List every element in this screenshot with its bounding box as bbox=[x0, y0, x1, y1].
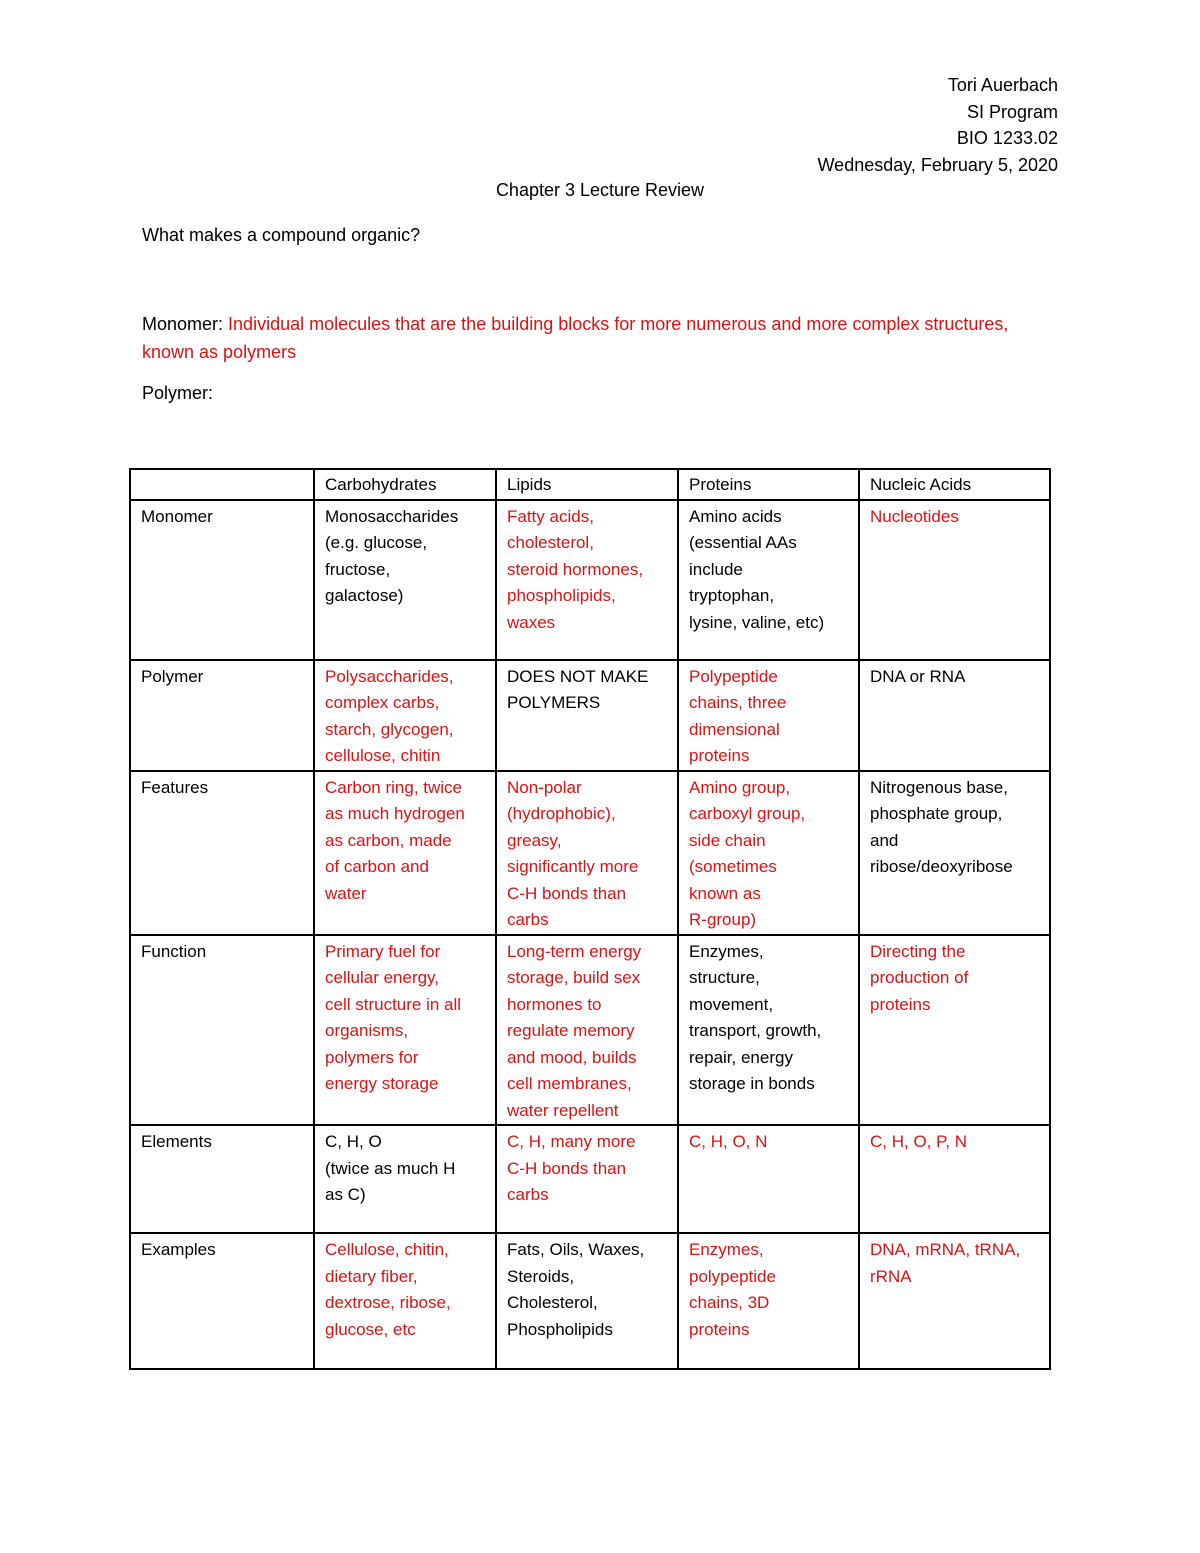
table-cell bbox=[496, 935, 678, 1126]
column-header: Proteins bbox=[678, 469, 859, 500]
table-cell bbox=[496, 771, 678, 935]
document-title: Chapter 3 Lecture Review bbox=[495, 180, 705, 200]
course-code: BIO 1233.02 bbox=[956, 128, 1058, 148]
table-cell bbox=[859, 500, 1050, 660]
column-header: Lipids bbox=[496, 469, 678, 500]
author-name: Tori Auerbach bbox=[947, 75, 1058, 95]
row-label: Function bbox=[130, 935, 314, 1126]
cell-text: Cellulose, chitin, dietary fiber, dextrose, ribose, glucose, etc bbox=[325, 1240, 451, 1339]
table-cell bbox=[678, 660, 859, 771]
cell-text: Carbon ring, twice as much hydrogen as carbon, made of carbon and water bbox=[325, 777, 465, 903]
row-label: Elements bbox=[130, 1125, 314, 1233]
table-row bbox=[130, 1233, 1050, 1369]
cell-text: Nitrogenous base, phosphate group, and ribose/deoxyribose bbox=[870, 777, 1013, 876]
monomer-definition-text: Individual molecules that are the building blocks for more numerous and more complex structures, known as polymers bbox=[142, 314, 1009, 362]
cell-text: Monosaccharides (e.g. glucose, fructose, galactose) bbox=[325, 506, 459, 605]
table-row bbox=[130, 500, 1050, 660]
cell-text: Directing the production of proteins bbox=[870, 941, 969, 1014]
cell-text: Amino group, carboxyl group, side chain (sometimes known as R-group) bbox=[689, 777, 806, 929]
table-cell bbox=[314, 1233, 496, 1369]
cell-text: Enzymes, polypeptide chains, 3D proteins bbox=[689, 1240, 776, 1339]
cell-text: C, H, O (twice as much H as C) bbox=[325, 1132, 456, 1204]
table-cell bbox=[314, 771, 496, 935]
table-cell bbox=[314, 500, 496, 660]
macromolecule-table bbox=[129, 468, 1051, 1370]
table-cell bbox=[678, 500, 859, 660]
cell-text: Fatty acids, cholesterol, steroid hormones, phospholipids, waxes bbox=[507, 506, 644, 632]
document-date: Wednesday, February 5, 2020 bbox=[817, 154, 1058, 175]
polymer-definition-label: Polymer: bbox=[142, 383, 214, 403]
table-cell bbox=[678, 771, 859, 935]
cell-text: Enzymes, structure, movement, transport, growth, repair, energy storage in bonds bbox=[689, 941, 822, 1093]
table-row bbox=[130, 771, 1050, 935]
table-cell bbox=[314, 1125, 496, 1233]
cell-text: C, H, O, P, N bbox=[870, 1132, 967, 1151]
cell-text: Primary fuel for cellular energy, cell structure in all organisms, polymers for energy storage bbox=[325, 941, 462, 1093]
cell-text: C, H, O, N bbox=[689, 1132, 768, 1151]
table-cell bbox=[859, 1233, 1050, 1369]
cell-text: Polypeptide chains, three dimensional proteins bbox=[689, 666, 787, 765]
table-cell bbox=[859, 660, 1050, 771]
table-cell bbox=[678, 935, 859, 1126]
cell-text: DOES NOT MAKE POLYMERS bbox=[507, 666, 649, 712]
monomer-definition bbox=[142, 310, 1042, 366]
table-cell bbox=[678, 1233, 859, 1369]
table-cell bbox=[496, 1233, 678, 1369]
table-cell bbox=[314, 660, 496, 771]
column-header: Carbohydrates bbox=[314, 469, 496, 500]
table-cell bbox=[496, 1125, 678, 1233]
header-cell-empty bbox=[130, 469, 314, 500]
cell-text: Non-polar (hydrophobic), greasy, significantly more C-H bonds than carbs bbox=[507, 777, 639, 929]
cell-text: Long-term energy storage, build sex hormones to regulate memory and mood, builds cell membranes, water repellent bbox=[507, 941, 642, 1120]
table-cell bbox=[314, 935, 496, 1126]
program-name: SI Program bbox=[966, 101, 1058, 122]
cell-text: C, H, many more C-H bonds than carbs bbox=[507, 1132, 636, 1204]
table-row bbox=[130, 660, 1050, 771]
row-label: Features bbox=[130, 771, 314, 935]
table-cell bbox=[859, 1125, 1050, 1233]
table-row bbox=[130, 935, 1050, 1126]
row-label: Monomer bbox=[130, 500, 314, 660]
table-cell bbox=[859, 935, 1050, 1126]
cell-text: Fats, Oils, Waxes, Steroids, Cholesterol, Phospholipids bbox=[507, 1240, 645, 1339]
column-header: Nucleic Acids bbox=[859, 469, 1050, 500]
cell-text: Nucleotides bbox=[870, 506, 959, 526]
table-cell bbox=[496, 500, 678, 660]
cell-text: Polysaccharides, complex carbs, starch, glycogen, cellulose, chitin bbox=[325, 666, 454, 765]
table-cell bbox=[678, 1125, 859, 1233]
monomer-definition-label: Monomer: bbox=[142, 314, 224, 334]
row-label: Examples bbox=[130, 1233, 314, 1369]
document-header bbox=[818, 72, 1058, 178]
question-organic: What makes a compound organic? bbox=[142, 225, 421, 245]
table-cell bbox=[496, 660, 678, 771]
row-label: Polymer bbox=[130, 660, 314, 771]
table-row bbox=[130, 1125, 1050, 1233]
table-cell bbox=[859, 771, 1050, 935]
cell-text: DNA or RNA bbox=[870, 666, 966, 686]
table-header-row bbox=[130, 469, 1050, 500]
cell-text: Amino acids (essential AAs include tryptophan, lysine, valine, etc) bbox=[689, 506, 825, 632]
cell-text: DNA, mRNA, tRNA, rRNA bbox=[870, 1240, 1021, 1286]
